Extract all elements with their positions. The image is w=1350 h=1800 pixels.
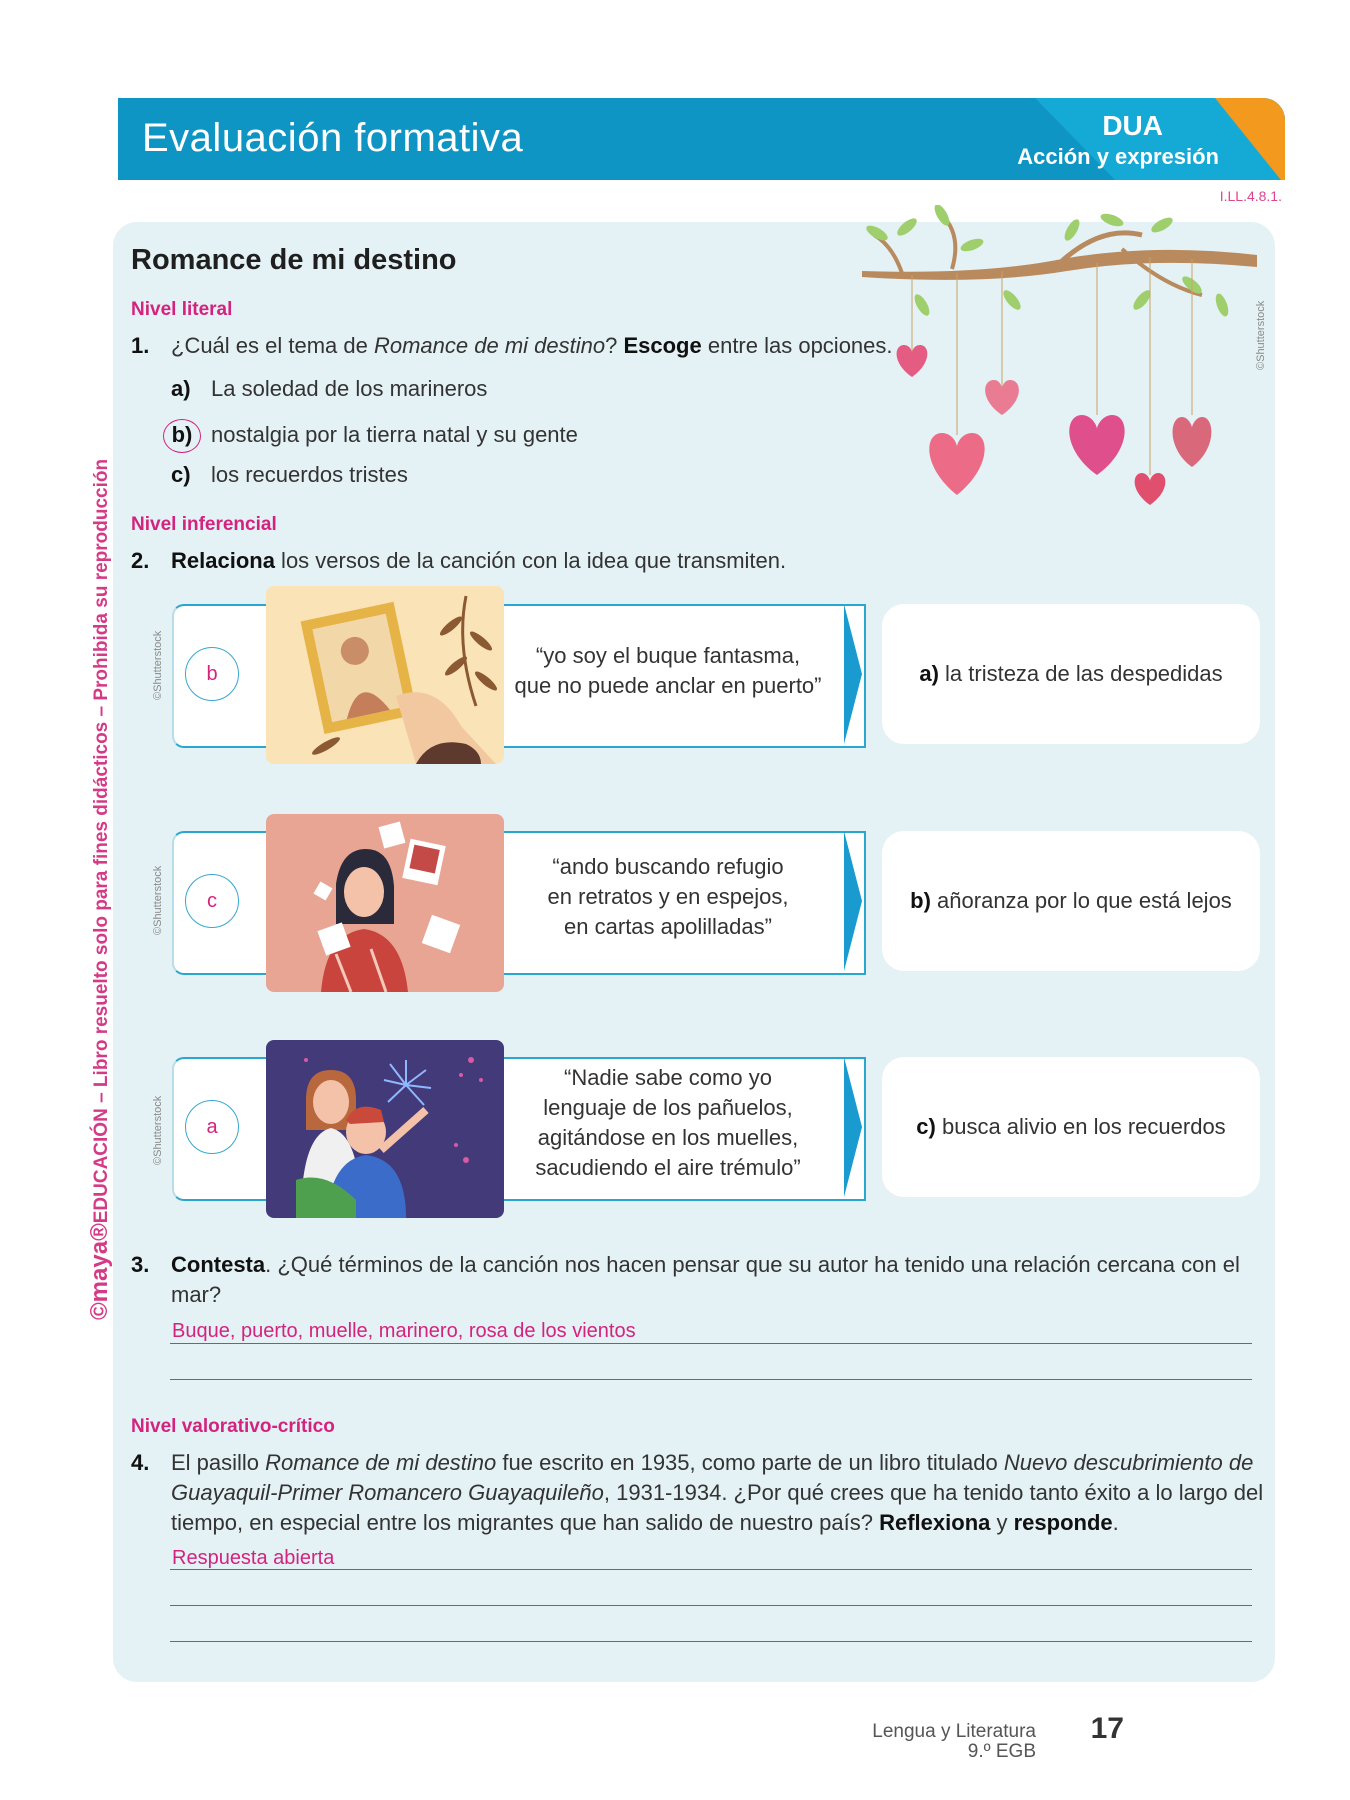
verse-2: “ando buscando refugio en retratos y en espejos, en cartas apolilladas” <box>547 854 789 939</box>
copyright-text: EDUCACIÓN – Libro resuelto solo para fines didácticos – Prohibida su reproducción <box>91 458 112 1224</box>
q4-verb: Reflexiona <box>879 1510 991 1535</box>
option-text: los recuerdos tristes <box>211 462 408 487</box>
choice-letter: b) <box>910 888 931 913</box>
header-banner <box>118 98 1285 180</box>
match-arrow <box>844 604 862 744</box>
q4-text: El pasillo <box>171 1450 266 1475</box>
image-credit: ©Shutterstock <box>1255 300 1267 370</box>
indicator-code: I.LL.4.8.1. <box>1219 188 1282 204</box>
choice-text: busca alivio en los recuerdos <box>935 1114 1226 1139</box>
choice-text: la tristeza de las despedidas <box>938 661 1223 686</box>
choice-b <box>882 831 1260 971</box>
dua-label: DUA <box>1102 110 1163 141</box>
option-a[interactable] <box>171 376 487 402</box>
verse-3: “Nadie sabe como yo lenguaje de los pañuelos, agitándose en los muelles, sacudiendo el aire trémulo” <box>535 1065 801 1180</box>
footer-subject <box>872 1722 1036 1762</box>
answer-circle-2[interactable]: c <box>185 874 239 928</box>
question-3 <box>131 1250 1271 1310</box>
photo-frame-illustration <box>266 586 504 764</box>
q1-text-b: ? <box>605 333 624 358</box>
woman-photos-illustration <box>266 814 504 992</box>
q4-italic: Nuevo descubrimiento de <box>1003 1450 1254 1475</box>
option-text: nostalgia por la tierra natal y su gente <box>211 422 578 447</box>
page-number: 17 <box>1090 1712 1124 1745</box>
question-4 <box>131 1448 1276 1538</box>
q4-text: y <box>990 1510 1014 1535</box>
q2-verb: Relaciona <box>171 548 275 573</box>
answer-line <box>170 1641 1252 1642</box>
q1-verb: Escoge <box>623 333 702 358</box>
choice-a <box>882 604 1260 744</box>
question-2 <box>131 548 786 574</box>
level-inferencial: Nivel inferencial <box>131 514 277 535</box>
q1-text-c: entre las opciones. <box>701 333 893 358</box>
q3-text: . ¿Qué términos de la canción nos hacen pensar que su autor ha tenido una relación cercana con el <box>265 1252 1240 1277</box>
q4-text: . <box>1112 1510 1119 1535</box>
q2-text: los versos de la canción con la idea que transmiten. <box>274 548 787 573</box>
question-number: 2. <box>131 548 150 573</box>
q1-text: ¿Cuál es el tema de <box>171 333 374 358</box>
image-credit: ©Shutterstock <box>152 865 164 935</box>
match-arrow <box>844 1057 862 1197</box>
answer-line <box>170 1343 1252 1344</box>
q3-verb: Contesta <box>171 1252 266 1277</box>
q4-text: fue escrito en 1935, como parte de un libro titulado <box>496 1450 1004 1475</box>
page-title: Evaluación formativa <box>142 116 524 160</box>
brand-mark: ©maya® <box>86 1223 113 1320</box>
q4-text: tiempo, en especial entre los migrantes que han salido de nuestro país? <box>171 1510 880 1535</box>
dua-subtitle: Acción y expresión <box>1017 144 1219 169</box>
selected-option-circle: b) <box>163 419 201 453</box>
answer-line <box>170 1569 1252 1570</box>
copyright-side-text <box>86 458 113 1320</box>
choice-text: añoranza por lo que está lejos <box>930 888 1232 913</box>
answer-line <box>170 1379 1252 1380</box>
match-arrow <box>844 831 862 971</box>
q4-verb: responde <box>1013 1510 1113 1535</box>
choice-letter: a) <box>919 661 939 686</box>
level-valorativo: Nivel valorativo-crítico <box>131 1416 335 1437</box>
option-c[interactable] <box>171 462 408 488</box>
q4-italic: Guayaquil-Primer Romancero Guayaquileño <box>171 1480 604 1505</box>
level-literal: Nivel literal <box>131 299 233 320</box>
subject-name: Lengua y Literatura <box>872 1721 1036 1742</box>
question-1 <box>131 333 893 359</box>
q4-text: , 1931-1934. ¿Por qué crees que ha tenido tanto éxito a lo largo del <box>603 1480 1264 1505</box>
q1-title-italic: Romance de mi destino <box>373 333 606 358</box>
option-b-selected[interactable] <box>171 419 578 453</box>
section-title: Romance de mi destino <box>131 244 457 276</box>
choice-c <box>882 1057 1260 1197</box>
question-number: 3. <box>131 1252 150 1277</box>
question-number: 4. <box>131 1450 150 1475</box>
choice-letter: c) <box>916 1114 936 1139</box>
heart-branch-illustration <box>862 205 1257 515</box>
image-credit: ©Shutterstock <box>152 630 164 700</box>
grade-label: 9.º EGB <box>967 1741 1036 1762</box>
option-letter: c) <box>171 462 191 487</box>
verse-1: “yo soy el buque fantasma, que no puede anclar en puerto” <box>514 643 822 698</box>
answer-line <box>170 1605 1252 1606</box>
fireworks-family-illustration <box>266 1040 504 1218</box>
answer-circle-1[interactable]: b <box>185 647 239 701</box>
q3-text-cont: mar? <box>171 1282 222 1307</box>
q4-answer[interactable]: Respuesta abierta <box>172 1547 335 1569</box>
answer-circle-3[interactable]: a <box>185 1100 239 1154</box>
image-credit: ©Shutterstock <box>152 1095 164 1165</box>
q3-answer[interactable]: Buque, puerto, muelle, marinero, rosa de los vientos <box>172 1320 636 1342</box>
option-letter: a) <box>171 376 191 401</box>
option-text: La soledad de los marineros <box>211 376 488 401</box>
q4-italic: Romance de mi destino <box>265 1450 497 1475</box>
question-number: 1. <box>131 333 150 358</box>
